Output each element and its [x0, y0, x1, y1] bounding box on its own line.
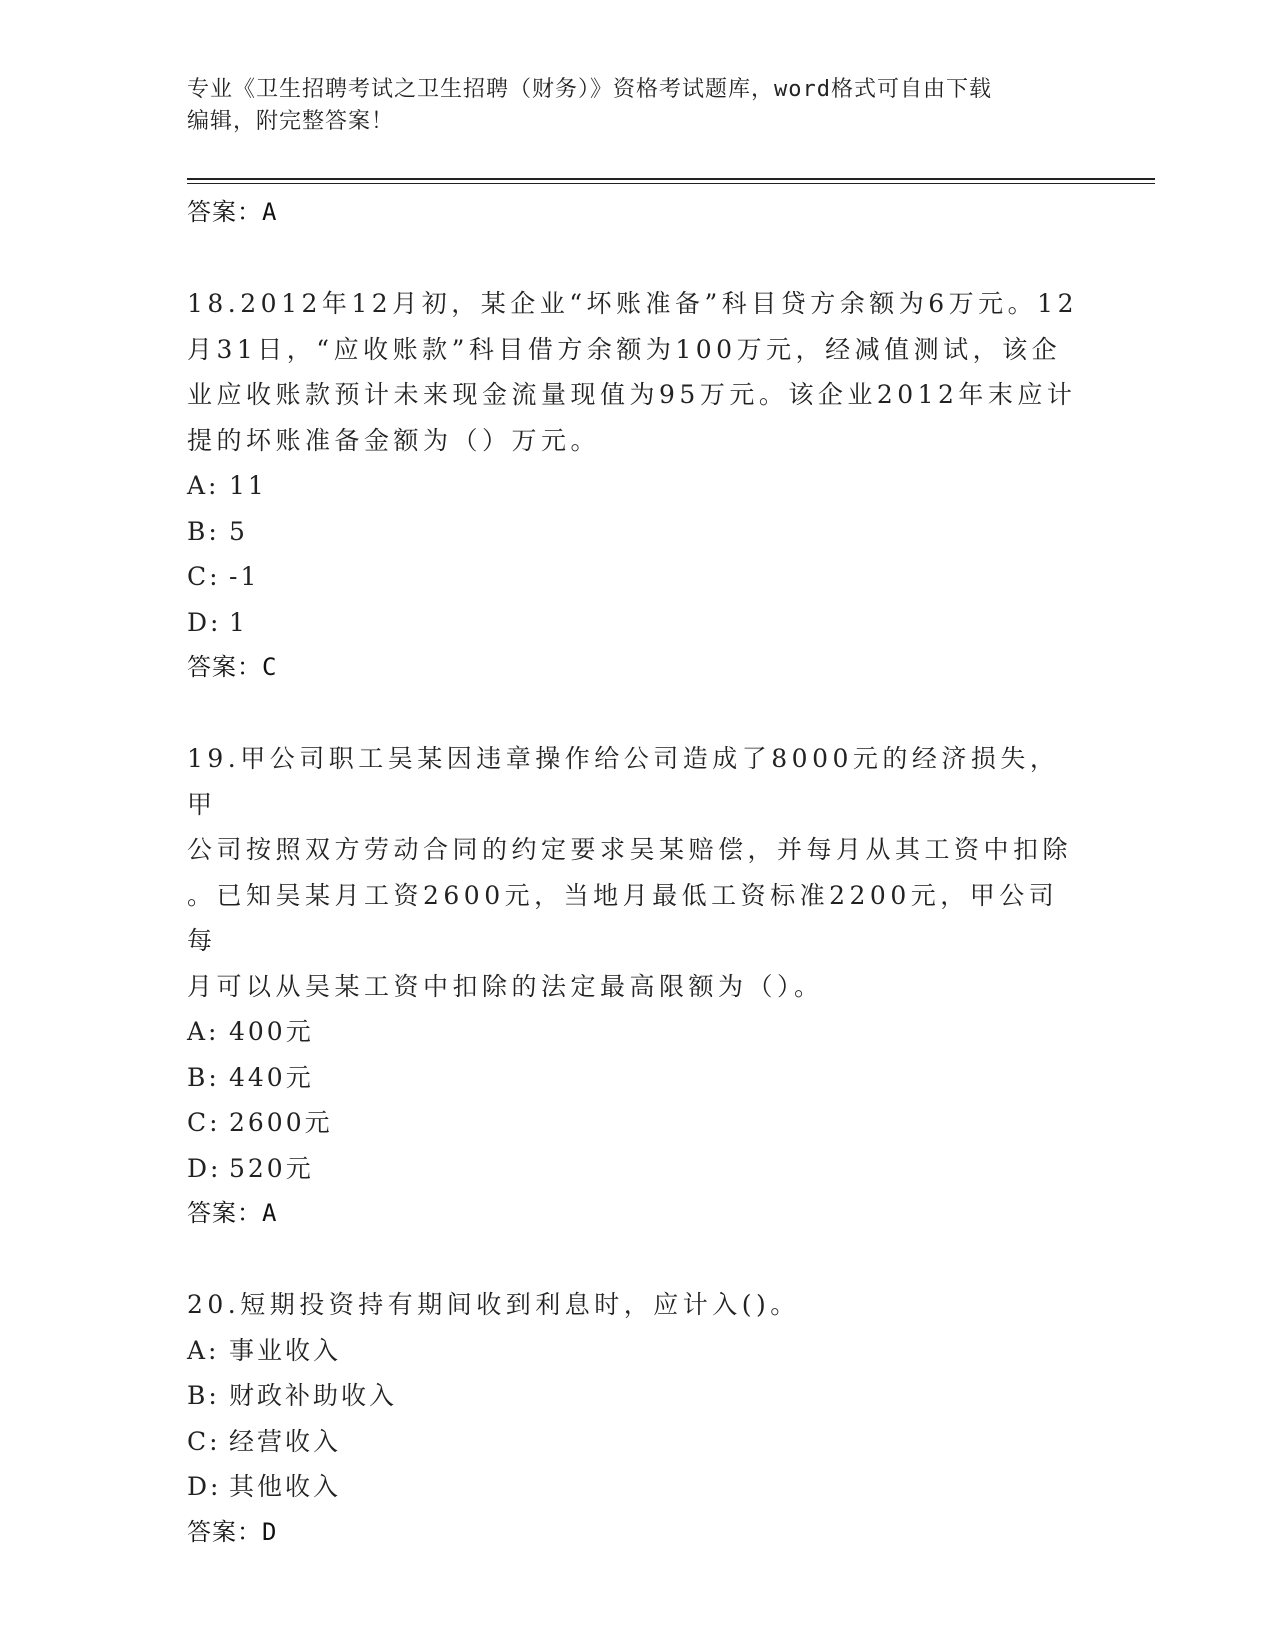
option-key: C: [187, 1108, 221, 1137]
option-text: 其他收入 [229, 1472, 342, 1501]
option-a [187, 463, 1087, 509]
question-line: 。已知吴某月工资2600元，当地月最低工资标准2200元，甲公司每 [187, 880, 1059, 955]
option-text: 经营收入 [229, 1426, 342, 1456]
question-line: 业应收账款预计未来现金流量现值为95万元。该企业2012年末应计 [187, 380, 1077, 409]
option-b [187, 1373, 1087, 1419]
option-d [187, 1464, 1087, 1510]
question-stem [187, 736, 1087, 1009]
option-text: 事业收入 [229, 1335, 342, 1365]
option-key: B: [187, 516, 220, 546]
question-line: 月31日，“应收账款”科目借方余额为100万元，经减值测试，该企 [187, 334, 1062, 364]
option-text: 5 [229, 516, 248, 546]
option-d [187, 1146, 1087, 1192]
option-text: 财政补助收入 [229, 1381, 398, 1410]
option-key: A: [187, 1017, 220, 1046]
question-stem [187, 281, 1087, 463]
option-c [187, 1419, 1087, 1465]
previous-answer: 答案：A [187, 198, 278, 226]
question-line: 18.2012年12月初，某企业“坏账准备”科目贷方余额为6万元。12 [187, 289, 1078, 318]
option-text: 1 [229, 607, 248, 637]
option-text: -1 [229, 562, 260, 591]
option-key: A: [187, 1335, 220, 1365]
page-header [187, 74, 1067, 138]
option-c [187, 554, 1087, 600]
question-20 [187, 1282, 1087, 1554]
option-text: 440元 [229, 1062, 314, 1092]
answer-line: 答案：A [187, 1199, 278, 1227]
spacer [187, 1235, 1087, 1282]
option-c [187, 1100, 1087, 1146]
option-b [187, 509, 1087, 555]
question-line: 公司按照双方劳动合同的约定要求吴某赔偿，并每月从其工资中扣除 [187, 835, 1073, 864]
option-text: 520元 [229, 1153, 314, 1183]
question-list [187, 190, 1087, 1554]
question-line: 19.甲公司职工吴某因违章操作给公司造成了8000元的经济损失，甲 [187, 744, 1060, 819]
option-d [187, 600, 1087, 646]
option-key: D: [187, 1153, 222, 1183]
option-a [187, 1009, 1087, 1055]
question-stem [187, 1282, 1087, 1328]
spacer [187, 689, 1087, 736]
question-line: 提的坏账准备金额为（）万元。 [187, 425, 601, 455]
option-a [187, 1328, 1087, 1374]
question-19 [187, 736, 1087, 1235]
option-key: D: [187, 607, 222, 637]
option-key: C: [187, 562, 221, 591]
option-key: B: [187, 1062, 220, 1092]
header-line-2: 编辑，附完整答案！ [187, 109, 395, 134]
option-key: C: [187, 1426, 221, 1456]
spacer [187, 234, 1087, 281]
header-line-1: 专业《卫生招聘考试之卫生招聘（财务）》资格考试题库，word格式可自由下载 [187, 77, 992, 102]
header-divider-thin [187, 183, 1155, 184]
option-text: 11 [229, 471, 267, 500]
header-divider-thick [187, 178, 1155, 180]
option-key: D: [187, 1472, 222, 1501]
option-text: 2600元 [229, 1108, 333, 1137]
question-line: 20.短期投资持有期间收到利息时，应计入()。 [187, 1290, 800, 1319]
option-text: 400元 [229, 1017, 314, 1046]
option-key: B: [187, 1381, 220, 1410]
answer-line: 答案：C [187, 653, 278, 681]
question-18 [187, 281, 1087, 689]
option-key: A: [187, 471, 220, 500]
question-line: 月可以从吴某工资中扣除的法定最高限额为（）。 [187, 971, 824, 1001]
answer-line: 答案：D [187, 1517, 278, 1546]
option-b [187, 1055, 1087, 1101]
